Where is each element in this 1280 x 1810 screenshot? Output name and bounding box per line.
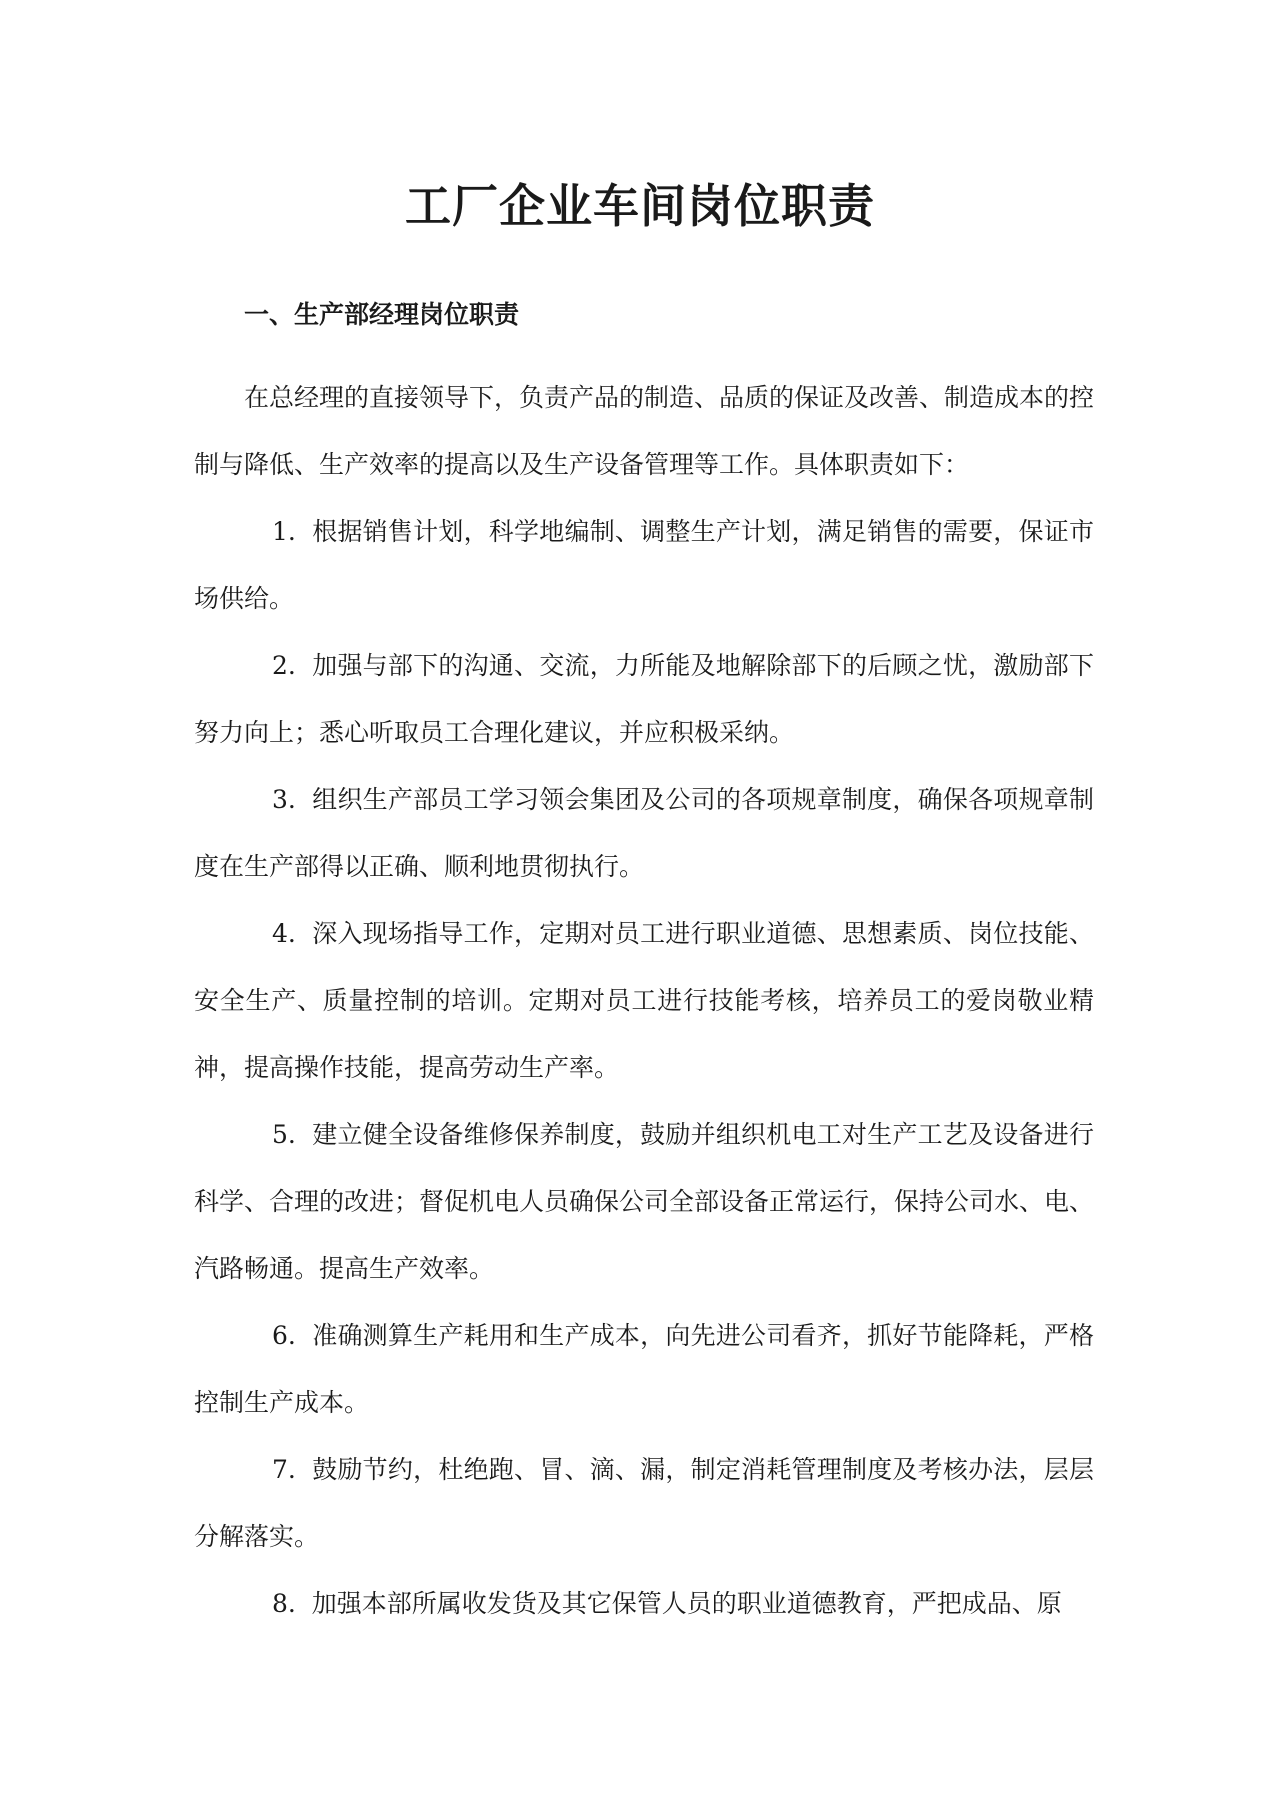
list-item-text: 鼓励节约，杜绝跑、冒、滴、漏，制定消耗管理制度及考核办法，层层分解落实。 (194, 1455, 1094, 1551)
list-item (194, 1101, 1094, 1302)
intro-paragraph: 在总经理的直接领导下，负责产品的制造、品质的保证及改善、制造成本的控制与降低、生产效率的提高以及生产设备管理等工作。具体职责如下： (194, 383, 1095, 479)
list-item (194, 1570, 1094, 1637)
list-item (194, 766, 1094, 900)
list-item-number: 7. (272, 1455, 296, 1484)
list-item-number: 8. (272, 1589, 296, 1618)
list-item-number: 5. (272, 1120, 296, 1149)
list-item (194, 632, 1094, 766)
list-item-text: 根据销售计划，科学地编制、调整生产计划，满足销售的需要，保证市场供给。 (194, 517, 1094, 613)
list-item (194, 900, 1094, 1101)
list-item-number: 1. (272, 517, 296, 546)
list-item-number: 3. (272, 785, 296, 814)
list-item-text: 深入现场指导工作，定期对员工进行职业道德、思想素质、岗位技能、安全生产、质量控制的培训。定期对员工进行技能考核，培养员工的爱岗敬业精神，提高操作技能，提高劳动生产率。 (194, 919, 1094, 1082)
list-item-number: 2. (272, 651, 296, 680)
list-item (194, 1302, 1094, 1436)
document-title: 工厂企业车间岗位职责 (405, 179, 875, 233)
list-item-number: 6. (272, 1321, 296, 1350)
document-body (194, 364, 1094, 1637)
list-item-text: 建立健全设备维修保养制度，鼓励并组织机电工对生产工艺及设备进行科学、合理的改进；督促机电人员确保公司全部设备正常运行，保持公司水、电、汽路畅通。提高生产效率。 (194, 1120, 1095, 1283)
list-item (194, 498, 1094, 632)
list-item (194, 1436, 1094, 1570)
list-item-text: 准确测算生产耗用和生产成本，向先进公司看齐，抓好节能降耗，严格控制生产成本。 (194, 1321, 1094, 1417)
list-item-text: 加强本部所属收发货及其它保管人员的职业道德教育，严把成品、原 (311, 1589, 1062, 1618)
list-item-text: 加强与部下的沟通、交流，力所能及地解除部下的后顾之忧，激励部下努力向上；悉心听取员工合理化建议，并应积极采纳。 (194, 651, 1094, 747)
list-item-text: 组织生产部员工学习领会集团及公司的各项规章制度，确保各项规章制度在生产部得以正确、顺利地贯彻执行。 (194, 785, 1094, 881)
section-heading: 一、生产部经理岗位职责 (244, 300, 520, 329)
list-item-number: 4. (272, 919, 296, 948)
